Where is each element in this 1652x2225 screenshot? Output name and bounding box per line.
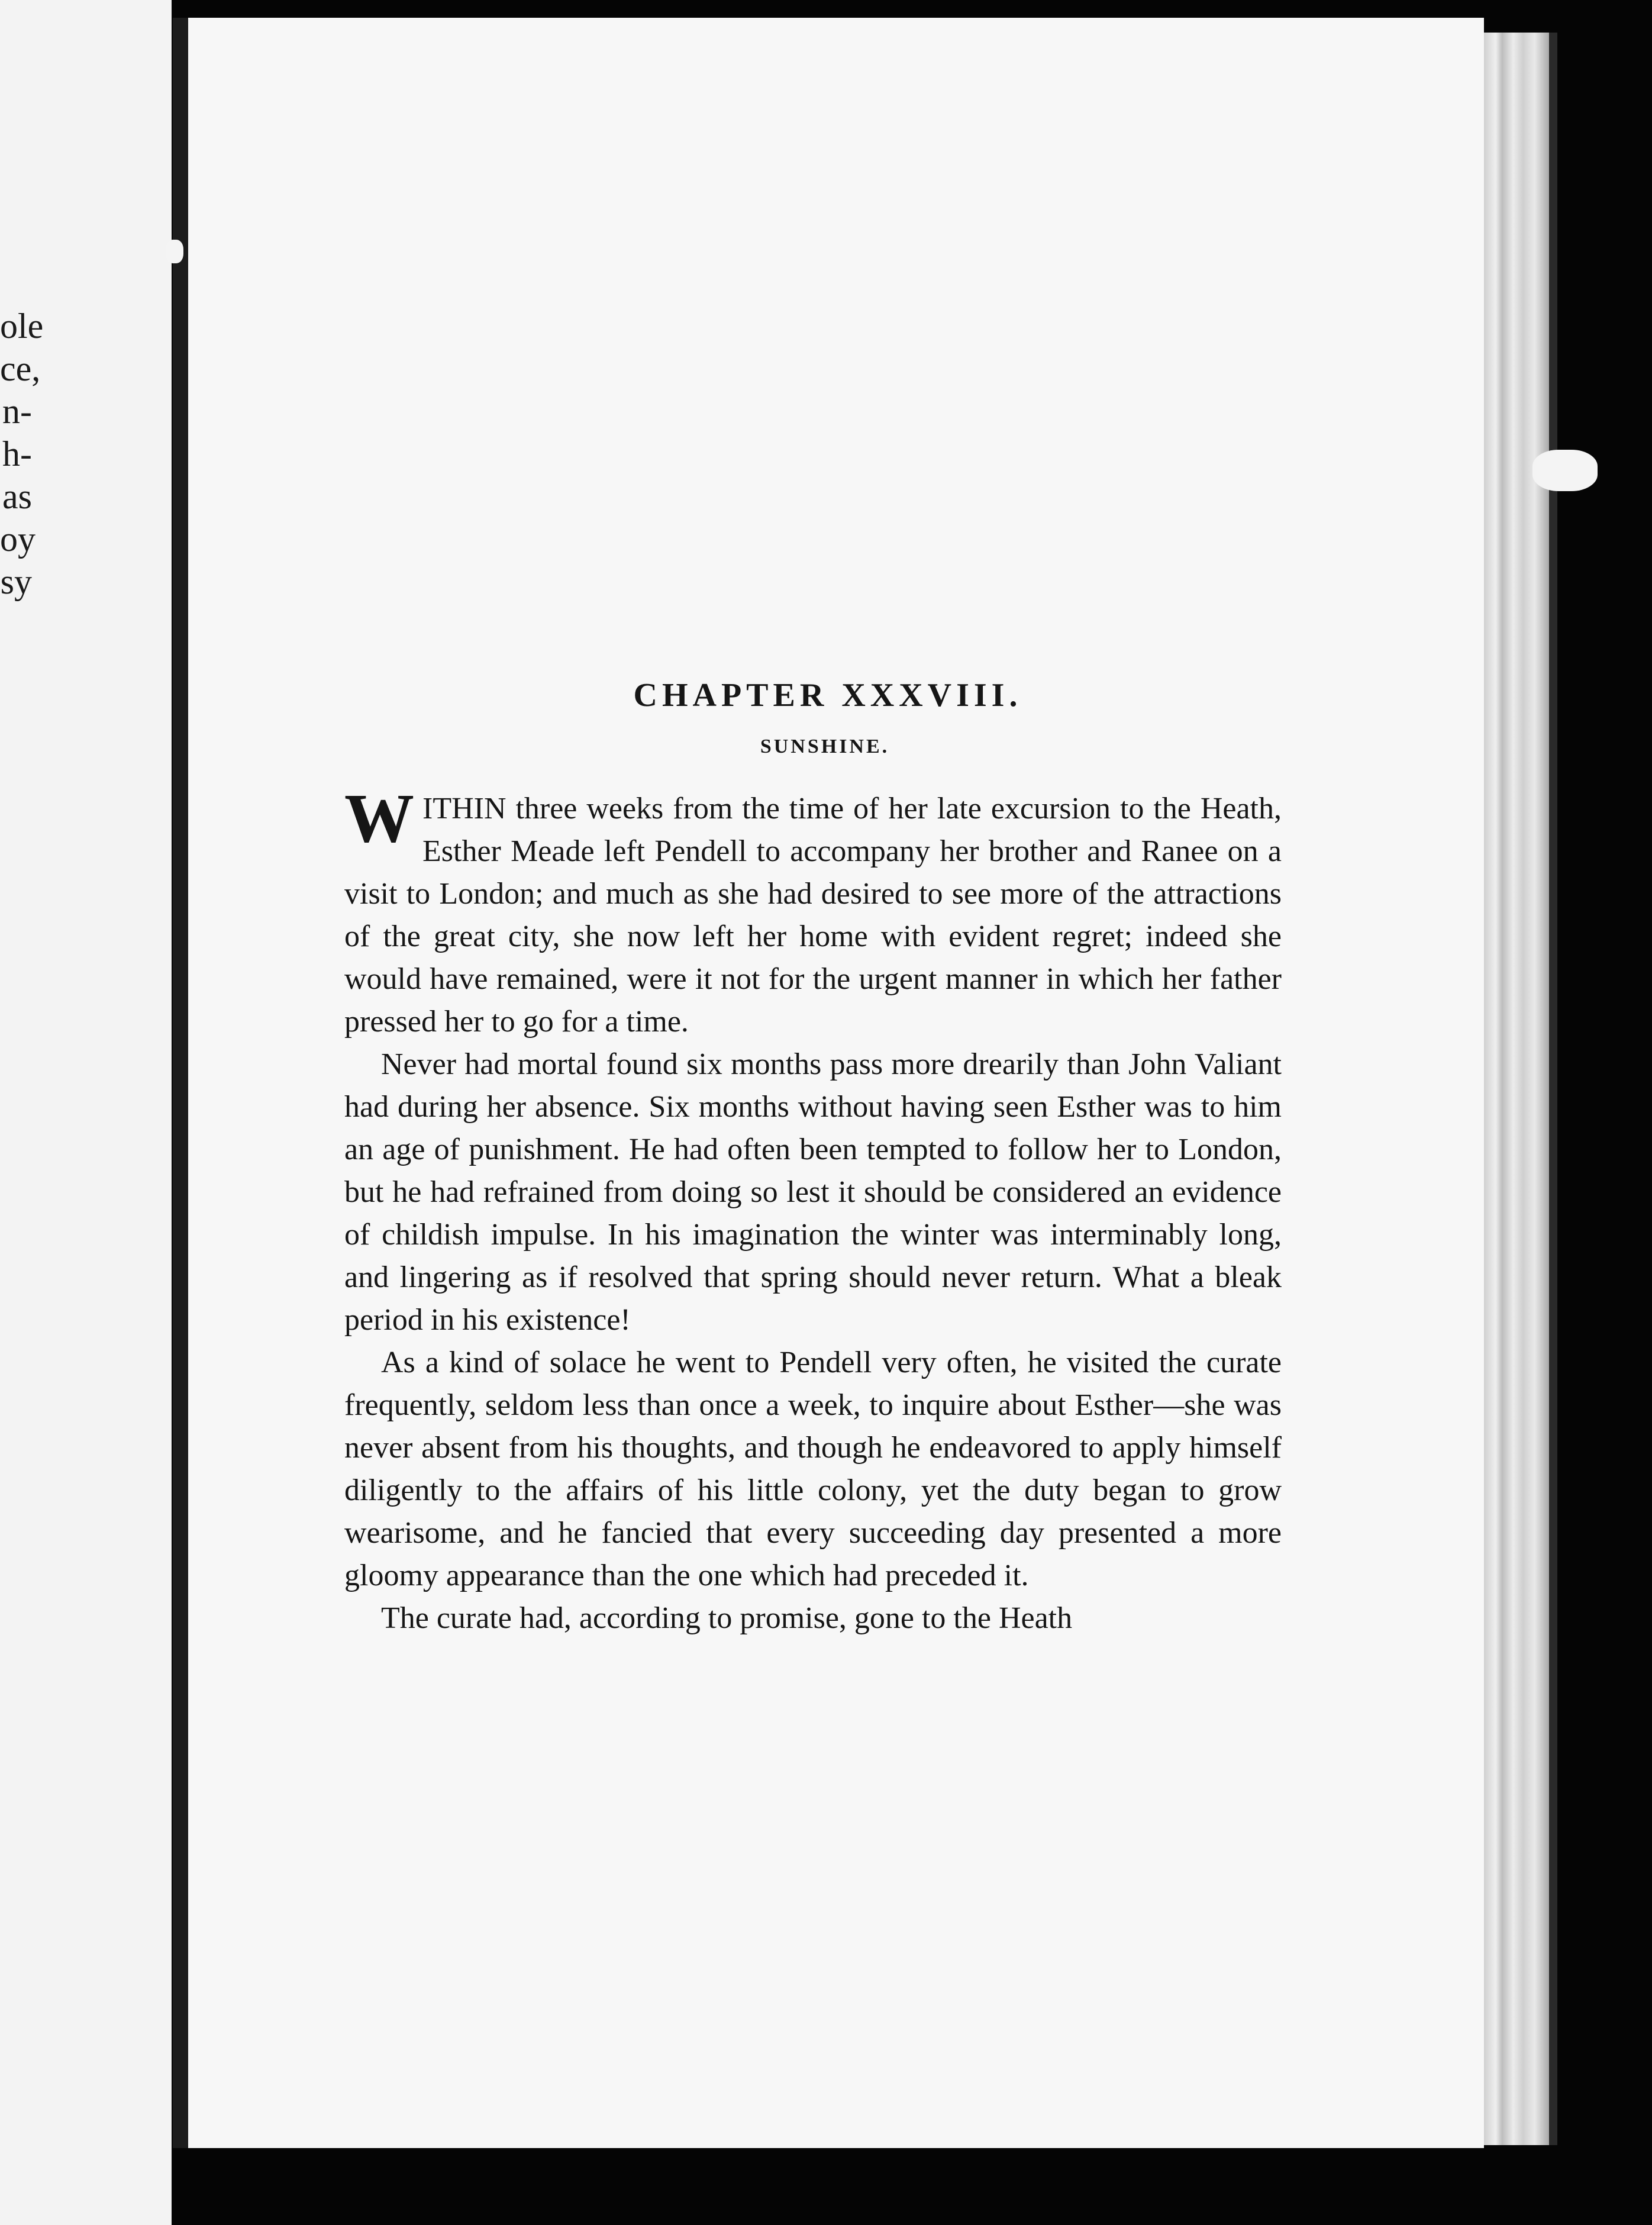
paragraph: As a kind of solace he went to Pendell very often, he visited the curate frequently, seldom less than once a week, to inquire about Esther—she was never absent from his thoughts, and though he endeavored to apply himself diligently to the affairs of his little colony, yet the duty began to grow wearisome, and he fancied that every succeeding day presented a more gloomy appearance than the one which had preceded it.: [344, 1346, 1282, 1592]
facing-page-fragment: h-: [2, 434, 32, 473]
facing-page-fragment: ole: [0, 307, 44, 346]
book-cover-edge: [1549, 33, 1557, 2145]
paragraph: Never had mortal found six months pass more drearily than John Valiant had during her absence. Six months without having seen Esther was to him an age of punishment. He had often been tempted to follow her to London, but he had refrained from doing so lest it should be considered an evidence of childish impulse. In his imagination the winter was interminably long, and lingering as if resolved that spring should never return. What a bleak period in his existence!: [344, 1047, 1282, 1337]
paragraph: [344, 779, 1282, 1043]
facing-page: [0, 0, 172, 2225]
drop-cap: W: [344, 779, 414, 857]
chapter-title: CHAPTER XXXVIII.: [633, 677, 1022, 714]
page-edges: [1484, 33, 1549, 2145]
book-gutter: [173, 18, 188, 2148]
facing-page-fragment: as: [2, 477, 32, 516]
paper-tear-mark: [1532, 450, 1598, 491]
facing-page-fragment: ce,: [0, 349, 41, 388]
paragraph: The curate had, according to promise, gone to the Heath: [381, 1601, 1073, 1635]
paper-tear-mark: [166, 240, 183, 263]
facing-page-fragment: oy: [0, 520, 36, 559]
page-text: [344, 672, 1282, 1640]
chapter-subtitle: SUNSHINE.: [760, 736, 890, 757]
paragraph-text: ITHIN three weeks from the time of her late excursion to the Heath, Esther Meade left Pendell to accompany her brother and Ranee on a visit to London; and much as she had desired to see more of the attractions of the great city, she now left her home with evident regret; indeed she would have remained, were it not for the urgent manner in which her father pressed her to go for a time.: [344, 792, 1282, 1039]
facing-page-fragment: sy: [0, 562, 32, 601]
facing-page-fragment: n-: [2, 392, 32, 431]
